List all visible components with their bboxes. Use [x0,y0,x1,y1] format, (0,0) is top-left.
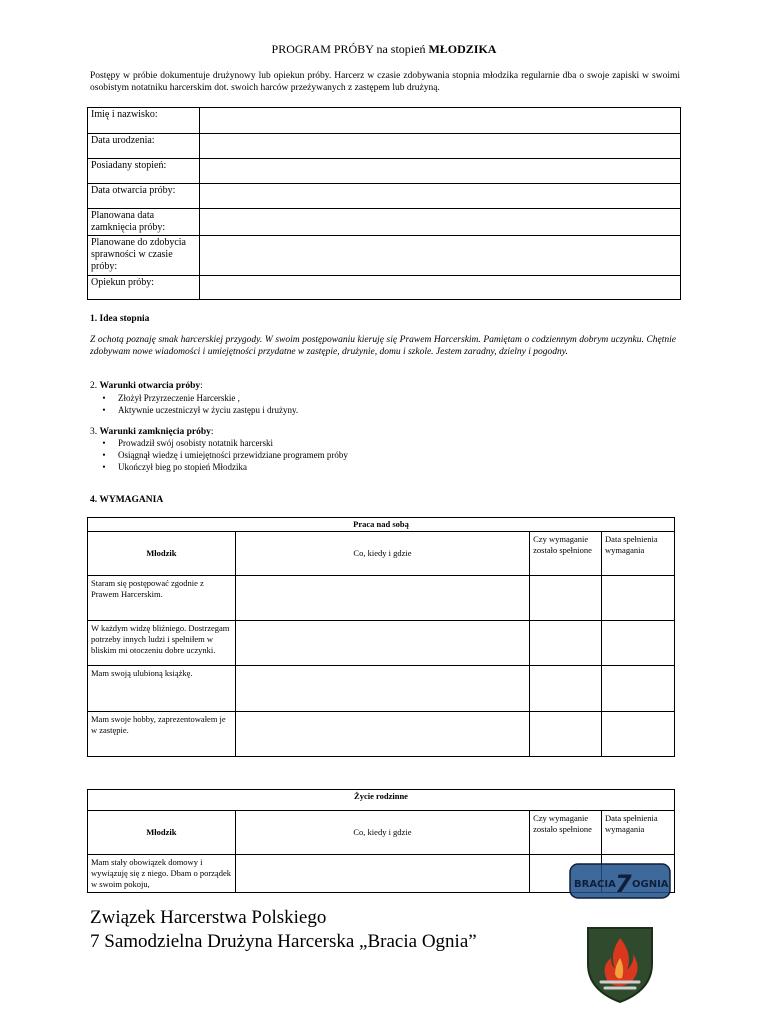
requirement-text: Staram się postępować zgodnie z Prawem Harcerskim. [88,576,236,621]
footer-organization: Związek Harcerstwa Polskiego [90,907,327,928]
stamp-number: 7 [615,870,632,898]
info-value-cell[interactable] [200,184,681,209]
table-title: Praca nad sobą [88,518,675,532]
info-label: Planowane do zdobycia sprawności w czasie próby: [88,236,200,276]
column-header: Co, kiedy i gdzie [235,532,529,576]
column-header: Data spełnienia wymagania [602,811,675,855]
requirements-table-1 [87,517,675,757]
bullet-icon: • [102,438,106,448]
bracia-ognia-stamp-logo [568,860,672,902]
info-value-cell[interactable] [200,159,681,184]
info-value-cell[interactable] [200,236,681,276]
bullet-icon: • [102,405,106,415]
column-header: Data spełnienia wymagania [602,532,675,576]
answer-cell[interactable] [602,712,675,757]
list-item: • Prowadził swój osobisty notatnik harcerski [90,437,348,449]
info-label: Data otwarcia próby: [88,184,200,209]
section3-list [90,437,348,473]
bullet-icon: • [102,450,106,460]
requirement-text: Mam swoją ulubioną książkę. [88,666,236,712]
answer-cell[interactable] [235,666,529,712]
answer-cell[interactable] [235,855,529,893]
stamp-right-text: OGNIA [632,879,669,890]
section3-heading: 3. Warunki zamknięcia próby: [90,427,214,437]
title-bold: MŁODZIKA [428,42,497,56]
column-header: Młodzik [88,811,236,855]
answer-cell[interactable] [235,621,529,666]
document-title [0,42,768,57]
intro-paragraph: Postępy w próbie dokumentuje drużynowy lub opiekun próby. Harcerz w czasie zdobywania stopnia młodzika regularnie dba o swoje zapiski w swoimi osobistym notatniku harcerskim dot. swoich harców przeżywanych z zastępem lub drużyną. [90,71,680,93]
list-item: • Aktywnie uczestniczył w życiu zastępu i drużyny. [90,404,298,416]
requirement-text: W każdym widzę bliźniego. Dostrzegam potrzeby innych ludzi i spełniłem w bliskim mi otoczeniu dobre uczynki. [88,621,236,666]
section2-heading: 2. Warunki otwarcia próby: [90,381,203,391]
info-value-cell[interactable] [200,108,681,134]
stamp-left-text: BRACIA [574,879,616,890]
section2-list [90,392,298,416]
answer-cell[interactable] [602,621,675,666]
info-label: Opiekun próby: [88,276,200,300]
column-header: Czy wymaganie zostało spełnione [530,532,602,576]
answer-cell[interactable] [602,576,675,621]
list-item: • Osiągnął wiedzę i umiejętności przewidziane programem próby [90,449,348,461]
answer-cell[interactable] [235,576,529,621]
info-value-cell[interactable] [200,276,681,300]
column-header: Młodzik [88,532,236,576]
list-item: • Ukończył bieg po stopień Młodzika [90,461,348,473]
bullet-icon: • [102,393,106,403]
shield-flame-logo [585,924,655,1004]
info-label: Posiadany stopień: [88,159,200,184]
column-header: Co, kiedy i gdzie [235,811,529,855]
requirement-text: Mam stały obowiązek domowy i wywiązuję się z niego. Dbam o porządek w swoim pokoju, [88,855,236,893]
table-title: Życie rodzinne [88,790,675,811]
personal-info-table [87,107,681,300]
section4-heading: 4. WYMAGANIA [90,495,164,505]
answer-cell[interactable] [530,666,602,712]
answer-cell[interactable] [530,576,602,621]
info-value-cell[interactable] [200,134,681,159]
section1-heading: 1. Idea stopnia [90,314,150,324]
info-label: Planowana data zamknięcia próby: [88,209,200,236]
section1-text: Z ochotą poznaję smak harcerskiej przygody. W swoim postępowaniu kieruję się Prawem Harcerskim. Pamiętam o codziennym dobrym uczynku. Chętnie zdobywam nowe wiadomości i umiejętności przydatne w zastępie, drużynie, domu i szkole. Jestem zaradny, dzielny i pogodny. [90,335,676,357]
column-header: Czy wymaganie zostało spełnione [530,811,602,855]
info-label: Imię i nazwisko: [88,108,200,134]
footer-team-name: 7 Samodzielna Drużyna Harcerska „Bracia Ognia” [90,931,477,952]
info-value-cell[interactable] [200,209,681,236]
list-item: • Złożył Przyrzeczenie Harcerskie , [90,392,298,404]
answer-cell[interactable] [530,621,602,666]
answer-cell[interactable] [530,712,602,757]
info-label: Data urodzenia: [88,134,200,159]
answer-cell[interactable] [602,666,675,712]
bullet-icon: • [102,462,106,472]
answer-cell[interactable] [235,712,529,757]
title-prefix: PROGRAM PRÓBY na stopień [271,42,429,56]
requirement-text: Mam swoje hobby, zaprezentowałem je w zastępie. [88,712,236,757]
